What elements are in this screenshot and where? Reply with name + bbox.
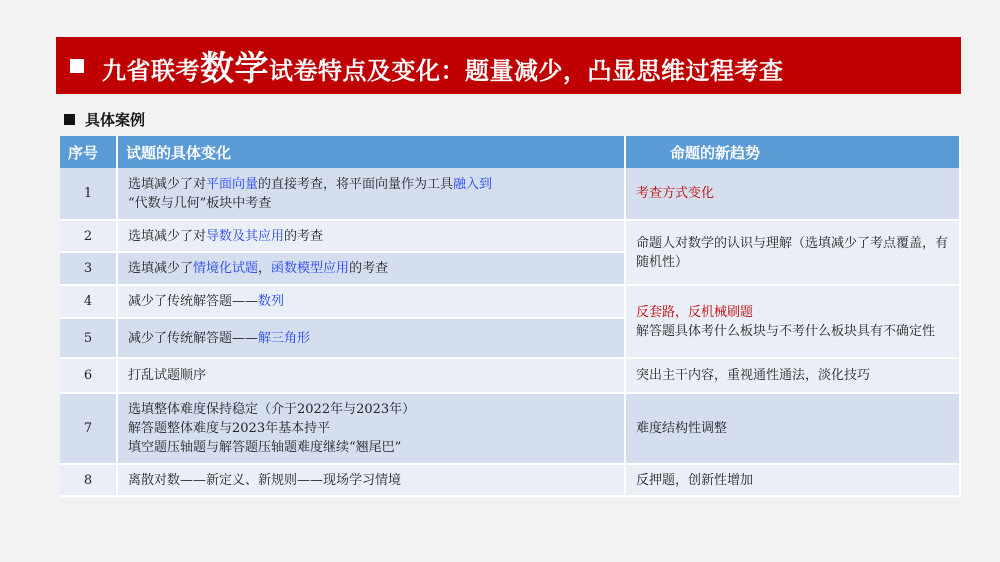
trend-cell: 反押题，创新性增加 (625, 464, 960, 496)
text: 的考查 (349, 261, 389, 276)
header-trend: 命题的新趋势 (625, 136, 960, 168)
highlight: 融入到 (453, 176, 493, 192)
change-cell (117, 285, 625, 318)
header-number: 序号 (60, 136, 117, 168)
bullet-square-icon (70, 59, 84, 73)
table-row (60, 220, 960, 252)
text: “代数与几何”板块中考查 (128, 195, 272, 211)
title-part: 试卷特点及变化：题量减少，凸显思维过程考查 (269, 57, 784, 85)
text: 减少了传统解答题—— (128, 294, 259, 309)
row-number: 4 (60, 285, 117, 318)
change-cell: 打乱试题顺序 (117, 358, 625, 393)
highlight: 函数模型应用 (271, 261, 350, 276)
text: 解答题具体考什么板块与不考什么板块具有不确定性 (636, 323, 936, 339)
text: 解答题整体难度与2023年基本持平 (128, 421, 331, 436)
highlight: 情境化试题 (193, 261, 259, 276)
highlight: 数列 (258, 294, 285, 309)
change-cell (117, 252, 625, 285)
change-cell (117, 220, 625, 252)
subheading (64, 109, 145, 130)
table-row (60, 358, 960, 393)
row-number: 8 (60, 464, 117, 496)
change-cell (117, 318, 625, 358)
row-number: 7 (60, 393, 117, 464)
text: 选填减少了 (128, 261, 194, 276)
subheading-text: 具体案例 (85, 111, 146, 129)
text: ， (258, 261, 272, 276)
text: 减少了传统解答题—— (128, 330, 259, 346)
highlight: 平面向量 (206, 176, 259, 192)
table-row (60, 464, 960, 496)
text: 的考查 (284, 228, 324, 244)
text: 选填减少了对 (128, 176, 207, 192)
table-row (60, 168, 960, 220)
row-number: 1 (60, 168, 117, 220)
text: 的直接考查，将平面向量作为工具 (258, 176, 454, 192)
highlight: 解三角形 (258, 330, 311, 346)
title-highlight: 数学 (200, 49, 269, 89)
trend-cell: 突出主干内容，重视通性通法，淡化技巧 (625, 358, 960, 393)
table-row (60, 285, 960, 318)
change-cell (117, 393, 625, 464)
table-row (60, 393, 960, 464)
trend-cell: 难度结构性调整 (625, 393, 960, 464)
text: 填空题压轴题与解答题压轴题难度继续“翘尾巴” (128, 440, 402, 455)
table-header (60, 136, 960, 168)
title-part: 九省联考 (102, 57, 200, 85)
row-number: 5 (60, 318, 117, 358)
change-cell: 离散对数——新定义、新规则——现场学习情境 (117, 464, 625, 496)
change-cell (117, 168, 625, 220)
row-number: 6 (60, 358, 117, 393)
header-change: 试题的具体变化 (117, 136, 625, 168)
trend-cell (625, 285, 960, 358)
page-title (102, 41, 784, 90)
cases-table (60, 136, 961, 497)
text: 选填整体难度保持稳定（介于2022年与2023年） (128, 402, 416, 417)
row-number: 2 (60, 220, 117, 252)
bullet-square-icon (64, 114, 75, 125)
trend-cell: 考查方式变化 (625, 168, 960, 220)
trend-highlight: 反套路，反机械刷题 (636, 304, 754, 320)
highlight: 导数及其应用 (206, 228, 285, 244)
trend-cell: 命题人对数学的认识与理解（选填减少了考点覆盖，有随机性） (625, 220, 960, 285)
row-number: 3 (60, 252, 117, 285)
title-bar (56, 37, 961, 94)
text: 选填减少了对 (128, 228, 207, 244)
